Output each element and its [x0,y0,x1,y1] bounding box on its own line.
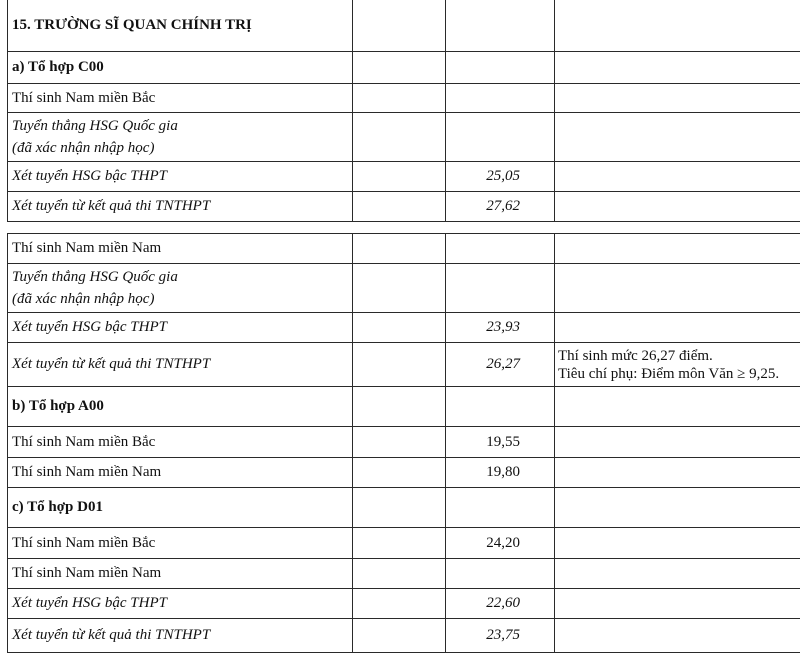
table-row [8,264,800,313]
table-row [8,589,800,619]
admission-table-part1 [7,0,800,222]
admission-table-part2 [7,233,800,653]
table-row [8,343,800,387]
row-label-north: Thí sinh Nam miền Bắc [8,528,353,559]
group-heading-a00: b) Tổ hợp A00 [8,387,353,427]
score-cell: 19,80 [446,458,555,488]
row-label-hsg: Xét tuyển HSG bậc THPT [8,589,353,619]
score-cell: 27,62 [446,192,555,222]
table-row [8,52,800,84]
score-cell: 23,93 [446,313,555,343]
row-label-south: Thí sinh Nam miền Nam [8,559,353,589]
table-row [8,528,800,559]
score-cell: 23,75 [446,619,555,653]
table-row [8,559,800,589]
table-row [8,162,800,192]
row-label-tnthpt: Xét tuyển từ kết quả thi TNTHPT [8,343,353,387]
row-label-south: Thí sinh Nam miền Nam [8,234,353,264]
table-row [8,488,800,528]
table-row [8,619,800,653]
group-heading-c00: a) Tổ hợp C00 [8,52,353,84]
table-row [8,458,800,488]
row-label-direct-admit: Tuyển thẳng HSG Quốc gia (đã xác nhận nhập học) [8,113,353,162]
score-cell: 25,05 [446,162,555,192]
section-title: 15. TRƯỜNG SĨ QUAN CHÍNH TRỊ [8,0,353,52]
score-cell: 26,27 [446,343,555,387]
tiebreak-note: Thí sinh mức 26,27 điểm. Tiêu chí phụ: Điểm môn Văn ≥ 9,25. [555,343,800,387]
row-label-direct-admit: Tuyển thẳng HSG Quốc gia (đã xác nhận nhập học) [8,264,353,313]
row-label-north: Thí sinh Nam miền Bắc [8,84,353,113]
table-row [8,387,800,427]
table-row [8,84,800,113]
row-label-hsg: Xét tuyển HSG bậc THPT [8,313,353,343]
row-label-hsg: Xét tuyển HSG bậc THPT [8,162,353,192]
row-label-south: Thí sinh Nam miền Nam [8,458,353,488]
table-row [8,113,800,162]
score-cell: 22,60 [446,589,555,619]
row-label-tnthpt: Xét tuyển từ kết quả thi TNTHPT [8,619,353,653]
row-label-tnthpt: Xét tuyển từ kết quả thi TNTHPT [8,192,353,222]
table-row [8,0,800,52]
row-label-north: Thí sinh Nam miền Bắc [8,427,353,458]
table-row [8,192,800,222]
score-cell: 19,55 [446,427,555,458]
score-cell: 24,20 [446,528,555,559]
table-row [8,234,800,264]
group-heading-d01: c) Tổ hợp D01 [8,488,353,528]
table-row [8,427,800,458]
table-row [8,313,800,343]
